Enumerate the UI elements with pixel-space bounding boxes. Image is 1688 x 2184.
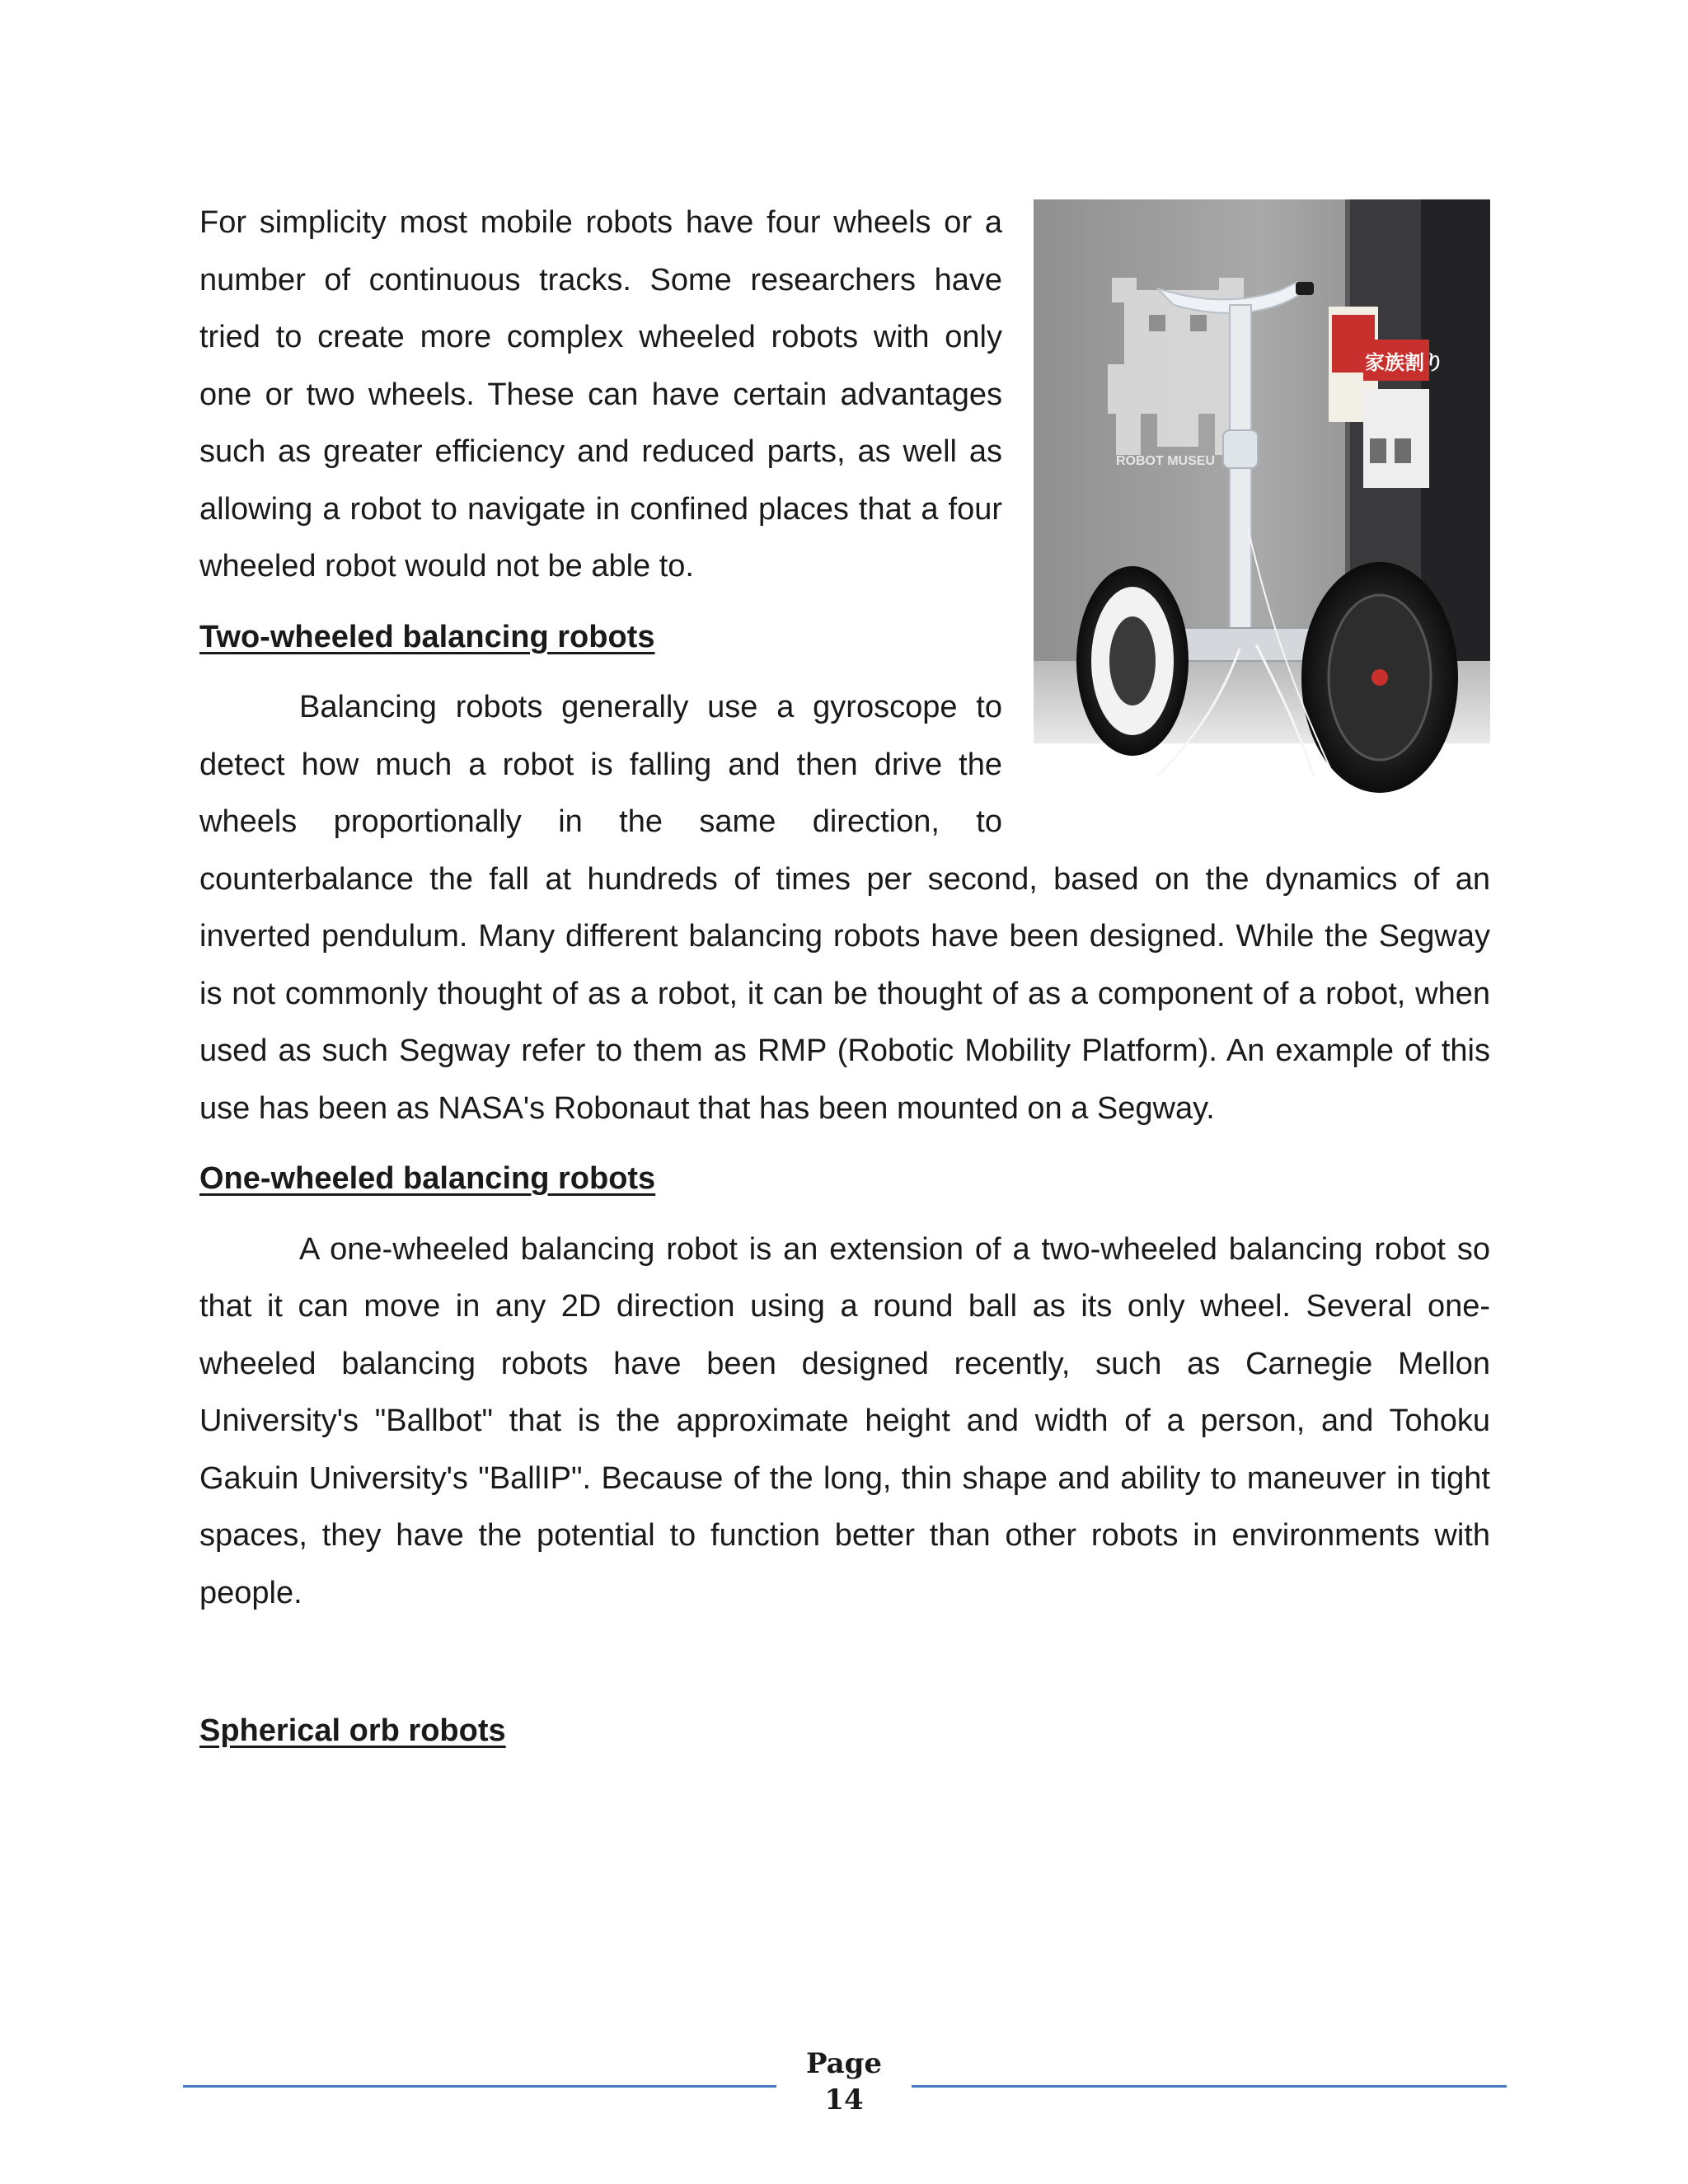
sign-text: ROBOT MUSEU (1116, 454, 1215, 468)
intro-paragraph: For simplicity most mobile robots have four wheels or a number of continuous tracks. Some researchers have tried to create more complex wheeled robots with only one or two wheels. These can have certain advantages such as greater efficiency and reduced parts, as well as allowing a robot to navigate in confined places that a four wheeled robot would not be able to. (199, 205, 1002, 583)
footer-rule-right (912, 2085, 1507, 2088)
poster-text: 家族割り (1365, 351, 1444, 374)
page-number: 14 (824, 2083, 864, 2116)
segway-robot-image (1034, 199, 1490, 804)
document-body (199, 194, 1490, 1760)
heading-one-wheeled: One-wheeled balancing robots (199, 1161, 656, 1196)
segway-robot-photo (1034, 199, 1490, 804)
two-wheeled-paragraph: Balancing robots generally use a gyroscope to detect how much a robot is falling and then drive the wheels proportionally in the same direction, to counterbalance the fall at hundreds of times per second, based on the dynamics of an inverted pendulum. Many different balancing robots have been designed. While the Segway is not commonly thought of as a robot, it can be thought of as a component of a robot, when used as such Segway refer to them as RMP (Robotic Mobility Platform). An example of this use has been as NASA's Robonaut that has been mounted on a Segway. (199, 690, 1490, 1126)
one-wheeled-paragraph: A one-wheeled balancing robot is an extension of a two-wheeled balancing robot so that it can move in any 2D direction using a round ball as its only wheel. Several one-wheeled balancing robots have been designed recently, such as Carnegie Mellon University's "Ballbot" that is the approximate height and width of a person, and Tohoku Gakuin University's "BallIP". Because of the long, thin shape and ability to maneuver in tight spaces, they have the potential to function better than other robots in environments with people. (199, 1231, 1490, 1610)
footer-rule-left (183, 2085, 776, 2088)
page-number-label (776, 2046, 912, 2118)
page-word: Page (805, 2047, 883, 2080)
heading-spherical: Spherical orb robots (199, 1713, 506, 1748)
heading-two-wheeled: Two-wheeled balancing robots (199, 619, 655, 654)
